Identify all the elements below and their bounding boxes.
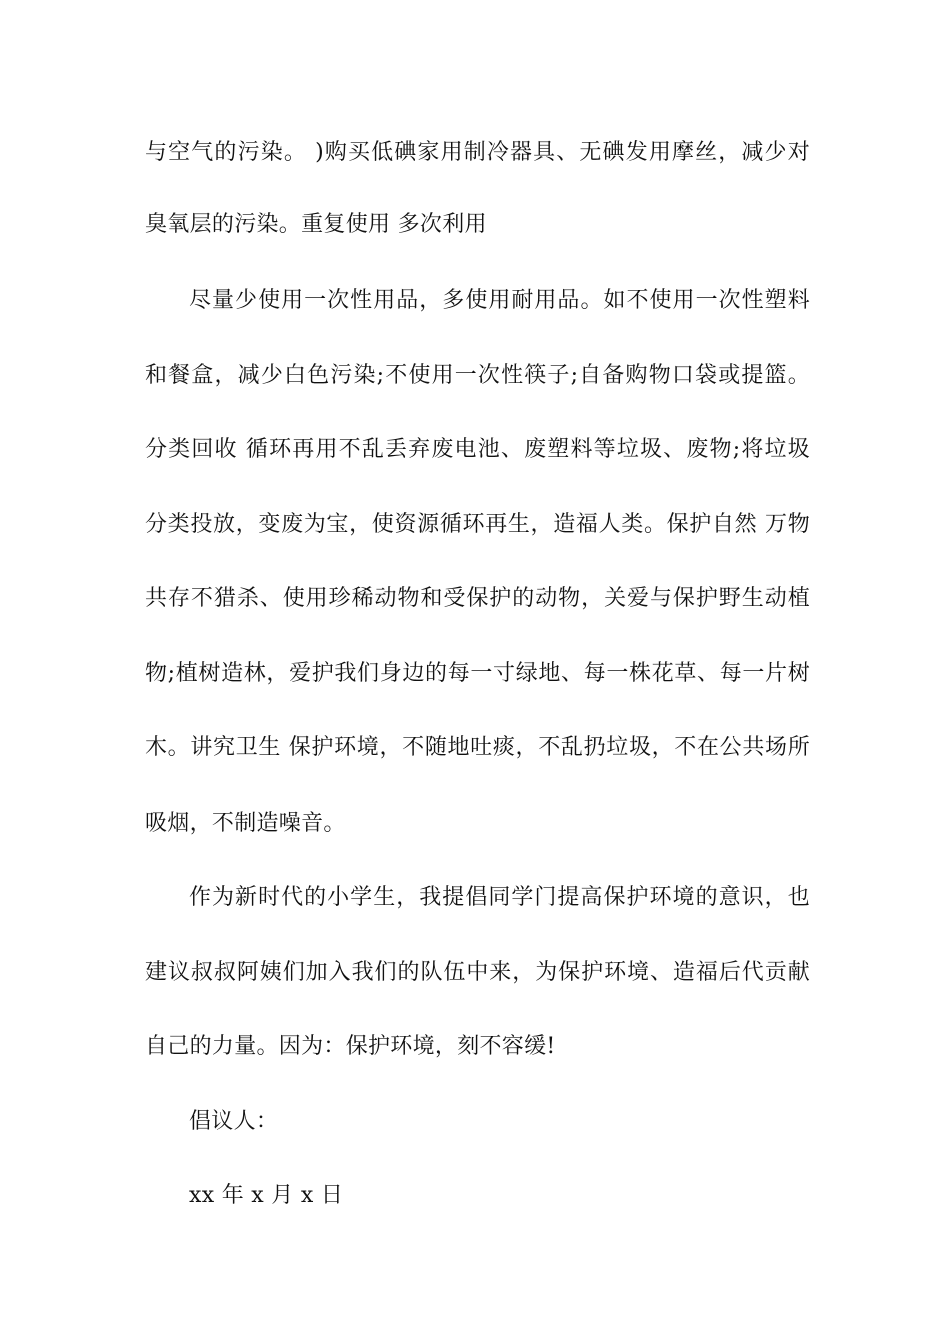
text-line-12: 建议叔叔阿姨们加入我们的队伍中来，为保护环境、造福后代贡献	[145, 960, 810, 985]
text-line-10: 吸烟，不制造噪音。	[145, 811, 346, 836]
text-line-6: 分类投放，变废为宝，使资源循环再生，造福人类。保护自然 万物	[145, 512, 810, 537]
signature-label: 倡议人：	[189, 1109, 279, 1134]
text-line-5: 分类回收 循环再用不乱丢弃废电池、废塑料等垃圾、废物;将垃圾	[145, 437, 810, 462]
text-line-9: 木。讲究卫生 保护环境，不随地吐痰，不乱扔垃圾，不在公共场所	[145, 735, 810, 760]
text-line-7: 共存不猎杀、使用珍稀动物和受保护的动物，关爱与保护野生动植	[145, 586, 810, 611]
text-line-3: 尽量少使用一次性用品，多使用耐用品。如不使用一次性塑料	[189, 288, 810, 313]
date-line: xx 年 x 月 x 日	[189, 1183, 344, 1208]
text-line-2: 臭氧层的污染。重复使用 多次利用	[145, 212, 487, 237]
text-line-4: 和餐盒，减少白色污染;不使用一次性筷子;自备购物口袋或提篮。	[145, 363, 810, 388]
text-line-8: 物;植树造林，爱护我们身边的每一寸绿地、每一株花草、每一片树	[145, 661, 810, 686]
text-line-11: 作为新时代的小学生，我提倡同学门提高保护环境的意识，也	[189, 885, 810, 910]
text-line-13: 自己的力量。因为：保护环境，刻不容缓!	[145, 1034, 556, 1059]
text-line-1: 与空气的污染。 )购买低碘家用制冷器具、无碘发用摩丝，减少对	[145, 140, 810, 165]
